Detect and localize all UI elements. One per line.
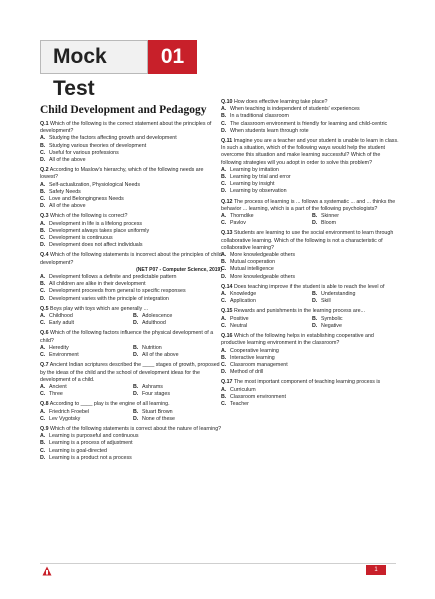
option-key: C. — [221, 400, 227, 407]
option-text: All of the above — [49, 203, 86, 210]
answer-option[interactable] — [312, 213, 399, 220]
option-key: A. — [40, 274, 46, 281]
question-text — [221, 308, 399, 315]
question-body: Which of the following statements is correct about the nature of learning? — [50, 425, 222, 432]
option-text: Skill — [321, 298, 331, 305]
left-question-list — [40, 121, 222, 462]
question-body: According to Maslow's hierarchy, which of the following needs are lowest? — [40, 167, 204, 181]
answer-option[interactable] — [133, 416, 222, 423]
answer-option[interactable] — [40, 221, 222, 228]
question-number: Q.12 — [221, 198, 233, 205]
option-key: B. — [221, 354, 227, 361]
option-text: All children are alike in their development — [49, 281, 146, 288]
test-header — [40, 40, 197, 100]
option-list — [221, 348, 399, 377]
option-text: The classroom environment is friendly for learning and child-centric — [230, 120, 388, 127]
option-text: Friedrich Froebel — [49, 408, 90, 415]
answer-option[interactable] — [40, 433, 222, 440]
answer-option[interactable] — [133, 345, 222, 352]
question-q10 — [221, 99, 399, 135]
option-text: Learning is a product not a process — [49, 454, 132, 461]
answer-option[interactable] — [40, 313, 129, 320]
option-key: D. — [312, 220, 318, 227]
option-text: Environment — [49, 352, 79, 359]
answer-option[interactable] — [312, 220, 399, 227]
option-key: C. — [221, 361, 227, 368]
question-number: Q.3 — [40, 213, 49, 220]
option-text: Development always takes place uniformly — [49, 227, 150, 234]
option-key: A. — [40, 220, 46, 227]
option-text: Symbolic — [321, 315, 343, 322]
option-key: A. — [40, 383, 46, 390]
option-text: Four stages — [142, 391, 170, 398]
option-list — [221, 387, 399, 409]
question-text — [221, 138, 399, 167]
option-key: A. — [40, 181, 46, 188]
option-list — [40, 313, 222, 327]
answer-option[interactable] — [40, 448, 222, 455]
option-key: A. — [40, 408, 46, 415]
answer-option[interactable] — [221, 113, 399, 120]
question-text — [221, 284, 399, 291]
option-key: A. — [221, 347, 227, 354]
answer-option[interactable] — [40, 345, 129, 352]
question-number: Q.8 — [40, 401, 49, 408]
option-text: Development is continuous — [49, 235, 113, 242]
option-list — [221, 167, 399, 196]
option-text: Classroom environment — [230, 393, 286, 400]
option-text: Studying various theories of development — [49, 142, 147, 149]
option-text: Development in life is a lifelong process — [49, 220, 143, 227]
question-number: Q.10 — [221, 99, 233, 105]
question-text — [40, 362, 222, 384]
option-key: A. — [40, 344, 46, 351]
answer-option[interactable] — [40, 182, 222, 189]
test-number-badge: 01 — [148, 40, 197, 74]
option-text: Safety Needs — [49, 188, 81, 195]
option-text: Three — [49, 391, 63, 398]
option-key: C. — [221, 220, 227, 227]
question-number: Q.6 — [40, 330, 49, 337]
option-key: D. — [221, 188, 227, 195]
option-text: Lev Vygotsky — [49, 415, 81, 422]
question-q6 — [40, 330, 222, 359]
question-number: Q.11 — [221, 138, 233, 145]
option-key: A. — [40, 313, 46, 320]
option-key: B. — [221, 113, 227, 120]
question-text — [40, 252, 222, 266]
question-q3 — [40, 213, 222, 249]
question-text — [40, 121, 222, 135]
option-text: Childhood — [49, 313, 73, 320]
question-q2 — [40, 167, 222, 210]
question-body: Which of the following statements is incorrect about the principles of child development? — [40, 252, 222, 266]
option-key: D. — [40, 203, 46, 210]
question-q16 — [221, 333, 399, 376]
option-text: Learning is a process of adjustment — [49, 440, 133, 447]
question-source-note: (NET P07 - Computer Science, 2019) — [136, 266, 222, 273]
right-question-list — [221, 99, 399, 408]
option-text: Teacher — [230, 400, 249, 407]
page-number: 1 — [366, 565, 386, 575]
option-key: B. — [133, 313, 139, 320]
answer-option[interactable] — [221, 167, 399, 174]
mock-test-label: Mock Test — [40, 40, 148, 74]
option-list — [221, 252, 399, 281]
option-text: Self-actualization, Physiological Needs — [49, 181, 140, 188]
option-text: Early adult — [49, 320, 75, 327]
option-key: D. — [133, 391, 139, 398]
option-key: A. — [221, 386, 227, 393]
answer-option[interactable] — [312, 298, 399, 305]
option-text: Mutual intelligence — [230, 266, 274, 273]
question-q8 — [40, 401, 222, 423]
answer-option[interactable] — [40, 416, 129, 423]
option-key: B. — [40, 142, 46, 149]
option-text: Skinner — [321, 213, 339, 220]
question-number: Q.13 — [221, 230, 233, 237]
question-text — [221, 379, 399, 386]
question-text — [40, 401, 222, 408]
answer-option[interactable] — [221, 291, 308, 298]
answer-option[interactable] — [40, 228, 222, 235]
answer-option[interactable] — [221, 298, 308, 305]
answer-option[interactable] — [40, 384, 129, 391]
question-q1 — [40, 121, 222, 164]
option-text: Learning by insight — [230, 181, 275, 188]
option-key: D. — [40, 454, 46, 461]
answer-option[interactable] — [40, 296, 222, 303]
option-key: A. — [221, 291, 227, 298]
option-list — [221, 213, 399, 227]
question-text — [40, 167, 222, 181]
answer-option[interactable] — [40, 274, 222, 281]
answer-option[interactable] — [133, 320, 222, 327]
option-list — [40, 409, 222, 423]
answer-option[interactable] — [221, 181, 399, 188]
option-key: B. — [312, 291, 318, 298]
answer-option[interactable] — [221, 220, 308, 227]
option-list — [40, 182, 222, 211]
option-key: A. — [221, 315, 227, 322]
question-body: Ancient Indian scriptures described the ____ stages of growth, proposed by the ideas of the child and the school of development ideas for the development of a child. — [40, 362, 220, 383]
option-text: More knowledgeable others — [230, 273, 296, 280]
option-text: None of these — [142, 415, 175, 422]
answer-option[interactable] — [40, 281, 222, 288]
option-key: D. — [40, 157, 46, 164]
option-text: Thorndike — [230, 213, 254, 220]
option-text: Negative — [321, 322, 342, 329]
option-key: B. — [221, 393, 227, 400]
answer-option[interactable] — [40, 391, 129, 398]
question-body: Which of the following is the correct statement about the principles of development? — [40, 121, 212, 135]
option-text: Learning by observation — [230, 188, 287, 195]
answer-option[interactable] — [40, 135, 222, 142]
option-text: Cooperative learning — [230, 347, 279, 354]
option-key: D. — [133, 352, 139, 359]
question-number: Q.17 — [221, 379, 233, 386]
question-body: Rewards and punishments in the learning process are... — [233, 308, 365, 315]
question-number: Q.7 — [40, 362, 49, 369]
option-key: B. — [40, 227, 46, 234]
option-key: B. — [40, 281, 46, 288]
option-key: A. — [221, 252, 227, 259]
question-number: Q.9 — [40, 425, 49, 432]
option-text: Development varies with the principle of integration — [49, 295, 169, 302]
option-key: C. — [40, 391, 46, 398]
answer-option[interactable] — [221, 274, 399, 281]
option-text: Method of drill — [230, 369, 264, 376]
option-key: C. — [221, 181, 227, 188]
question-text — [40, 306, 222, 313]
question-q12 — [221, 199, 399, 228]
answer-option[interactable] — [221, 213, 308, 220]
option-key: C. — [40, 352, 46, 359]
option-text: Learning is purposeful and continuous — [49, 433, 139, 440]
question-text — [221, 99, 399, 106]
option-text: Love and Belongingness Needs — [49, 196, 124, 203]
option-key: A. — [40, 433, 46, 440]
answer-option[interactable] — [133, 352, 222, 359]
option-key: C. — [40, 288, 46, 295]
option-text: All of the above — [49, 157, 86, 164]
answer-option[interactable] — [221, 355, 399, 362]
option-text: When teaching is independent of students' experiences — [230, 106, 360, 113]
option-text: Learning by imitation — [230, 166, 279, 173]
option-key: B. — [133, 344, 139, 351]
option-key: D. — [133, 415, 139, 422]
question-q11 — [221, 138, 399, 196]
option-text: Development follows a definite and predictable pattern — [49, 274, 177, 281]
option-key: C. — [40, 196, 46, 203]
question-text — [221, 199, 399, 213]
answer-option[interactable] — [312, 323, 399, 330]
option-list — [221, 291, 399, 305]
answer-option[interactable] — [221, 387, 399, 394]
answer-option[interactable] — [40, 189, 222, 196]
question-q7 — [40, 362, 222, 398]
option-key: C. — [40, 415, 46, 422]
option-key: B. — [312, 315, 318, 322]
question-number: Q.1 — [40, 121, 49, 127]
left-column — [40, 103, 222, 465]
question-body: According to ____ play is the engine of all learning. — [49, 401, 170, 408]
option-list — [40, 135, 222, 164]
option-text: Adulthood — [142, 320, 166, 327]
option-text: Interactive learning — [230, 354, 275, 361]
option-text: Learning is goal-directed — [49, 447, 108, 454]
option-text: Learning by trial and error — [230, 174, 291, 181]
answer-option[interactable] — [221, 128, 399, 135]
question-q17 — [221, 379, 399, 408]
answer-option[interactable] — [221, 252, 399, 259]
answer-option[interactable] — [40, 157, 222, 164]
right-column — [221, 99, 399, 411]
option-key: D. — [221, 369, 227, 376]
question-body: How does effective learning take place? — [233, 99, 328, 105]
option-text: Classroom management — [230, 361, 288, 368]
option-key: B. — [133, 383, 139, 390]
question-body: The most important component of teaching learning process is — [233, 379, 381, 386]
answer-option[interactable] — [221, 348, 399, 355]
question-text — [40, 213, 222, 220]
question-text — [40, 330, 222, 344]
option-text: Understanding — [321, 291, 356, 298]
answer-option[interactable] — [133, 391, 222, 398]
option-text: Development does not affect individuals — [49, 242, 143, 249]
question-number: Q.2 — [40, 167, 49, 174]
option-key: A. — [221, 106, 227, 113]
answer-option[interactable] — [40, 320, 129, 327]
option-key: D. — [221, 127, 227, 134]
answer-option[interactable] — [221, 401, 399, 408]
option-list — [221, 316, 399, 330]
answer-option[interactable] — [221, 369, 399, 376]
option-list — [221, 106, 399, 135]
option-text: Application — [230, 298, 256, 305]
question-body: Which of the following factors influence the physical development of a child? — [40, 330, 214, 344]
option-text: All of the above — [142, 352, 179, 359]
option-key: C. — [221, 120, 227, 127]
option-text: Ashrams — [142, 383, 163, 390]
option-text: Nutrition — [142, 344, 162, 351]
answer-option[interactable] — [221, 316, 308, 323]
question-number: Q.15 — [221, 308, 233, 315]
option-list — [40, 221, 222, 250]
option-text: Neutral — [230, 322, 248, 329]
option-text: Curriculum — [230, 386, 256, 393]
answer-option[interactable] — [221, 266, 399, 273]
option-text: In a traditional classroom — [230, 113, 289, 120]
question-q5 — [40, 306, 222, 328]
option-text: Studying the factors affecting growth and development — [49, 135, 177, 142]
answer-option[interactable] — [312, 316, 399, 323]
option-text: Knowledge — [230, 291, 257, 298]
answer-option[interactable] — [133, 384, 222, 391]
answer-option[interactable] — [40, 455, 222, 462]
option-key: B. — [221, 174, 227, 181]
option-key: D. — [40, 295, 46, 302]
answer-option[interactable] — [40, 352, 129, 359]
option-text: Pavlov — [230, 220, 246, 227]
question-number: Q.4 — [40, 252, 49, 259]
option-key: B. — [133, 408, 139, 415]
option-key: B. — [312, 213, 318, 220]
option-list — [40, 274, 222, 303]
option-key: D. — [133, 320, 139, 327]
answer-option[interactable] — [221, 106, 399, 113]
option-list — [40, 345, 222, 359]
option-key: C. — [221, 298, 227, 305]
answer-option[interactable] — [40, 242, 222, 249]
publisher-logo-icon — [42, 566, 52, 576]
question-body: Boys play with toys which are generally ... — [50, 305, 149, 312]
answer-option[interactable] — [40, 196, 222, 203]
answer-option[interactable] — [40, 288, 222, 295]
option-text: Heredity — [49, 344, 69, 351]
option-text: Mutual cooperation — [230, 259, 276, 266]
option-key: B. — [40, 440, 46, 447]
question-body: Which of the following helps in establishing cooperative and productive learning environment in the classroom? — [221, 333, 374, 347]
answer-option[interactable] — [221, 121, 399, 128]
option-key: D. — [312, 298, 318, 305]
option-key: C. — [221, 266, 227, 273]
option-text: Ancient — [49, 383, 67, 390]
answer-option[interactable] — [133, 313, 222, 320]
footer-divider — [40, 563, 396, 564]
question-text — [221, 230, 399, 252]
question-body: Which of the following is correct? — [50, 213, 128, 220]
question-q4 — [40, 252, 222, 302]
answer-option[interactable] — [221, 323, 308, 330]
option-list — [40, 433, 222, 462]
option-key: C. — [40, 149, 46, 156]
option-key: A. — [221, 213, 227, 220]
option-key: A. — [221, 166, 227, 173]
option-text: Stuart Brown — [142, 408, 173, 415]
option-text: More knowledgeable others — [230, 252, 296, 259]
option-text: Positive — [230, 315, 249, 322]
answer-option[interactable] — [221, 188, 399, 195]
question-body: Does teaching improve if the student is able to reach the level of — [233, 283, 385, 290]
question-q9 — [40, 426, 222, 462]
answer-option[interactable] — [40, 150, 222, 157]
option-key: C. — [221, 322, 227, 329]
question-text — [40, 426, 222, 433]
option-key: C. — [40, 320, 46, 327]
answer-option[interactable] — [40, 143, 222, 150]
answer-option[interactable] — [312, 291, 399, 298]
answer-option[interactable] — [40, 203, 222, 210]
question-number: Q.16 — [221, 333, 233, 340]
option-key: B. — [40, 188, 46, 195]
question-body: Students are learning to use the social environment to learn through collaborative learning. Which of the following is not a characteristic of collaborative learning? — [221, 230, 394, 251]
option-key: C. — [40, 235, 46, 242]
option-key: D. — [312, 322, 318, 329]
question-q15 — [221, 308, 399, 330]
answer-option[interactable] — [221, 174, 399, 181]
question-text — [221, 333, 399, 347]
option-text: Adolescence — [142, 313, 173, 320]
option-key: B. — [221, 259, 227, 266]
option-text: When students learn through rote — [230, 127, 309, 134]
option-text: Useful for various professions — [49, 149, 119, 156]
answer-option[interactable] — [133, 409, 222, 416]
question-number: Q.5 — [40, 305, 49, 312]
option-key: D. — [40, 242, 46, 249]
answer-option[interactable] — [40, 409, 129, 416]
page-title: Child Development and Pedagogy — [40, 104, 207, 116]
option-key: D. — [221, 273, 227, 280]
question-body: Imagine you are a teacher and your student is unable to learn in class. In such a situation, which of the following ways would help the student overcome this situation and make learning successful? Which of the following strategies will you adopt in order to solve this problem? — [221, 138, 399, 166]
option-key: A. — [40, 135, 46, 142]
question-number: Q.14 — [221, 283, 233, 290]
option-key: C. — [40, 447, 46, 454]
option-list — [40, 384, 222, 398]
answer-option[interactable] — [221, 259, 399, 266]
question-q14 — [221, 284, 399, 306]
answer-option[interactable] — [221, 394, 399, 401]
question-q13 — [221, 230, 399, 280]
answer-option[interactable] — [221, 362, 399, 369]
question-body: The process of learning is ... follows a systematic ... and ... thinks the behavior ... learning, which is a part of the following psychologists? — [221, 198, 396, 212]
option-text: Development proceeds from general to specific responses — [49, 288, 186, 295]
option-text: Bloom — [321, 220, 337, 227]
answer-option[interactable] — [40, 235, 222, 242]
answer-option[interactable] — [40, 440, 222, 447]
